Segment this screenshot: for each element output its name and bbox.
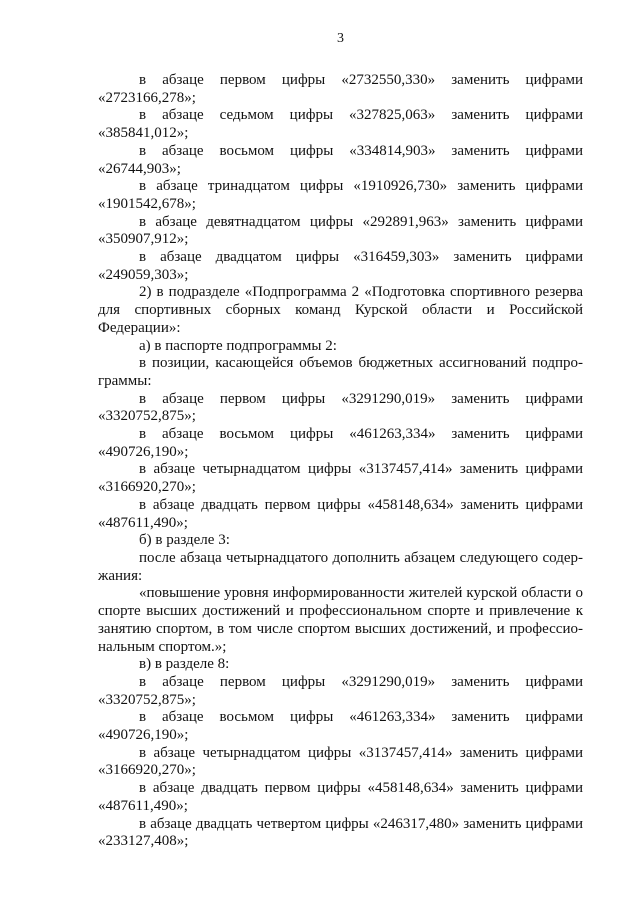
paragraph-continuation: «487611,490»; (98, 514, 188, 531)
paragraph (98, 709, 583, 744)
paragraph (98, 461, 583, 496)
paragraph-continuation: «26744,903»; (98, 160, 181, 177)
paragraph-line: в абзаце первом цифры «3291290,019» заменить цифрами (139, 673, 583, 690)
paragraph-continuation: граммы: (98, 372, 152, 389)
paragraph-continuation: «385841,012»; (98, 125, 189, 142)
paragraph-line: а) в паспорте подпрограммы 2: (139, 337, 337, 354)
document-body (98, 72, 583, 851)
paragraph-continuation: «490726,190»; (98, 443, 189, 460)
paragraph-line: в абзаце двадцать четвертом цифры «246317,480» заменить цифрами (139, 815, 583, 832)
paragraph (98, 656, 583, 674)
paragraph-line: в абзаце четырнадцатом цифры «3137457,414» заменить цифрами (139, 461, 583, 478)
paragraph-line: в абзаце двадцать первом цифры «458148,634» заменить цифрами (139, 780, 583, 797)
paragraph-line: в абзаце первом цифры «3291290,019» заменить цифрами (139, 390, 583, 407)
paragraph-line: после абзаца четырнадцатого дополнить абзацем следующего содер- (139, 549, 583, 566)
paragraph-continuation: спорте высших достижений и профессиональном спорте и привлечение к занятию спортом, в том числе спортом высших достижений, и профессио-нальным спортом.»; (98, 603, 583, 655)
paragraph (98, 72, 583, 107)
paragraph (98, 107, 583, 142)
paragraph-line: в абзаце тринадцатом цифры «1910926,730» заменить цифрами (139, 178, 583, 195)
paragraph-line: б) в разделе 3: (139, 532, 230, 549)
paragraph (98, 391, 583, 426)
paragraph-line: в абзаце седьмом цифры «327825,063» заменить цифрами (139, 107, 583, 124)
paragraph-line: в позиции, касающейся объемов бюджетных ассигнований подпро- (139, 355, 583, 372)
paragraph-line: в абзаце двадцать первом цифры «458148,634» заменить цифрами (139, 496, 583, 513)
paragraph-continuation: «249059,303»; (98, 266, 189, 283)
paragraph (98, 284, 583, 337)
paragraph (98, 214, 583, 249)
page-number: 3 (337, 31, 344, 46)
paragraph (98, 178, 583, 213)
paragraph (98, 585, 583, 656)
paragraph-line: в абзаце первом цифры «2732550,330» заменить цифрами (139, 72, 583, 88)
paragraph-line: в абзаце восьмом цифры «461263,334» заменить цифрами (139, 426, 583, 443)
paragraph (98, 426, 583, 461)
paragraph-continuation: «487611,490»; (98, 797, 188, 814)
paragraph-line: 2) в подразделе «Подпрограмма 2 «Подготовка спортивного резерва (139, 284, 583, 301)
paragraph-continuation: «3320752,875»; (98, 691, 196, 708)
paragraph-line: в абзаце четырнадцатом цифры «3137457,414» заменить цифрами (139, 744, 583, 761)
paragraph-continuation: «350907,912»; (98, 231, 189, 248)
paragraph-continuation: для спортивных сборных команд Курской области и Российской Федерации»: (98, 302, 583, 336)
paragraph-continuation: жания: (98, 567, 143, 584)
paragraph-continuation: «3166920,270»; (98, 762, 196, 779)
paragraph-line: в абзаце восьмом цифры «461263,334» заменить цифрами (139, 709, 583, 726)
paragraph-line: в абзаце восьмом цифры «334814,903» заменить цифрами (139, 142, 583, 159)
paragraph (98, 816, 583, 851)
paragraph-line: в абзаце девятнадцатом цифры «292891,963» заменить цифрами (139, 213, 583, 230)
paragraph-line: в абзаце двадцатом цифры «316459,303» заменить цифрами (139, 249, 583, 266)
paragraph-continuation: «233127,408»; (98, 833, 189, 850)
paragraph-continuation: «3166920,270»; (98, 479, 196, 496)
paragraph (98, 532, 583, 550)
paragraph (98, 674, 583, 709)
paragraph (98, 338, 583, 356)
paragraph (98, 355, 583, 390)
paragraph (98, 249, 583, 284)
paragraph-continuation: «2723166,278»; (98, 89, 196, 106)
paragraph-continuation: «3320752,875»; (98, 408, 196, 425)
paragraph-continuation: «490726,190»; (98, 727, 189, 744)
paragraph-line: «повышение уровня информированности жителей курской области о (139, 585, 583, 602)
paragraph (98, 143, 583, 178)
paragraph-line: в) в разделе 8: (139, 656, 230, 673)
paragraph (98, 745, 583, 780)
paragraph (98, 550, 583, 585)
paragraph (98, 497, 583, 532)
paragraph (98, 780, 583, 815)
paragraph-continuation: «1901542,678»; (98, 195, 196, 212)
